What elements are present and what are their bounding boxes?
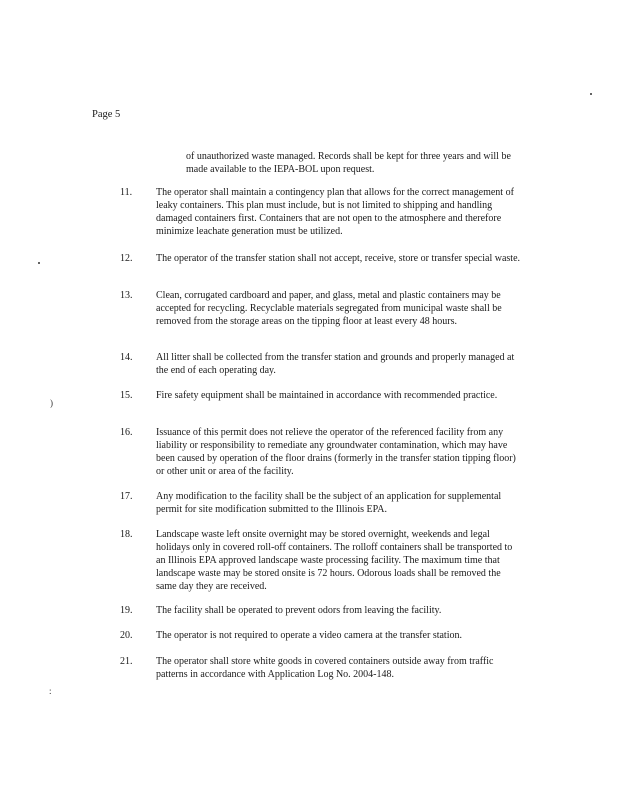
- page-number: Page 5: [92, 109, 121, 120]
- condition-text: Any modification to the facility shall be the subject of an application for supplemental permit for site modification submitted to the Illinois EPA.: [156, 491, 502, 515]
- condition-text: Fire safety equipment shall be maintained in accordance with recommended practice.: [156, 390, 498, 401]
- condition-number: 11.: [120, 187, 133, 198]
- condition-number: 20.: [120, 630, 133, 641]
- condition-number: 12.: [120, 253, 133, 264]
- condition-text: Landscape waste left onsite overnight may be stored overnight, weekends and legal holidays only in covered roll-off containers. The rolloff containers shall be transported to an Illinois EPA approved landscape waste processing facility. The maximum time that landscape waste may be stored onsite is 72 hours. Odorous loads shall be removed the same day they are received.: [156, 529, 513, 592]
- condition-text: The operator shall store white goods in covered containers outside away from traffic patterns in accordance with Application Log No. 2004-148.: [156, 656, 494, 680]
- scan-mark: ): [50, 398, 53, 408]
- condition-text: The operator shall maintain a contingency plan that allows for the correct management of leaky containers. This plan must include, but is not limited to shipping and handling damaged containers first. Containers that are not open to the atmosphere and therefore minimize leachate generation must be utilized.: [156, 187, 514, 237]
- condition-number: 19.: [120, 605, 133, 616]
- scan-speck: [590, 93, 592, 95]
- condition-number: 16.: [120, 427, 133, 438]
- condition-text: Issuance of this permit does not relieve the operator of the referenced facility from any liability or responsibility to remediate any groundwater contamination, which may have been caused by operation of the floor drains (formerly in the transfer station tipping floor) or other unit or area of the facility.: [156, 427, 516, 477]
- condition-number: 18.: [120, 529, 133, 540]
- condition-text: All litter shall be collected from the transfer station and grounds and properly managed at the end of each operating day.: [156, 352, 515, 376]
- condition-number: 17.: [120, 491, 133, 502]
- condition-number: 14.: [120, 352, 133, 363]
- condition-number: 21.: [120, 656, 133, 667]
- condition-number: 13.: [120, 290, 133, 301]
- condition-text: The operator of the transfer station shall not accept, receive, store or transfer special waste.: [156, 253, 521, 264]
- continued-paragraph: of unauthorized waste managed. Records shall be kept for three years and will be made available to the IEPA-BOL upon request.: [186, 151, 511, 175]
- scan-speck: [38, 262, 40, 264]
- scan-mark: :: [49, 686, 52, 696]
- condition-text: Clean, corrugated cardboard and paper, and glass, metal and plastic containers may be accepted for recycling. Recyclable materials segregated from municipal waste shall be removed from the storage areas on the tipping floor at least every 48 hours.: [156, 290, 502, 327]
- condition-number: 15.: [120, 390, 133, 401]
- condition-text: The facility shall be operated to prevent odors from leaving the facility.: [156, 605, 442, 616]
- condition-text: The operator is not required to operate a video camera at the transfer station.: [156, 630, 462, 641]
